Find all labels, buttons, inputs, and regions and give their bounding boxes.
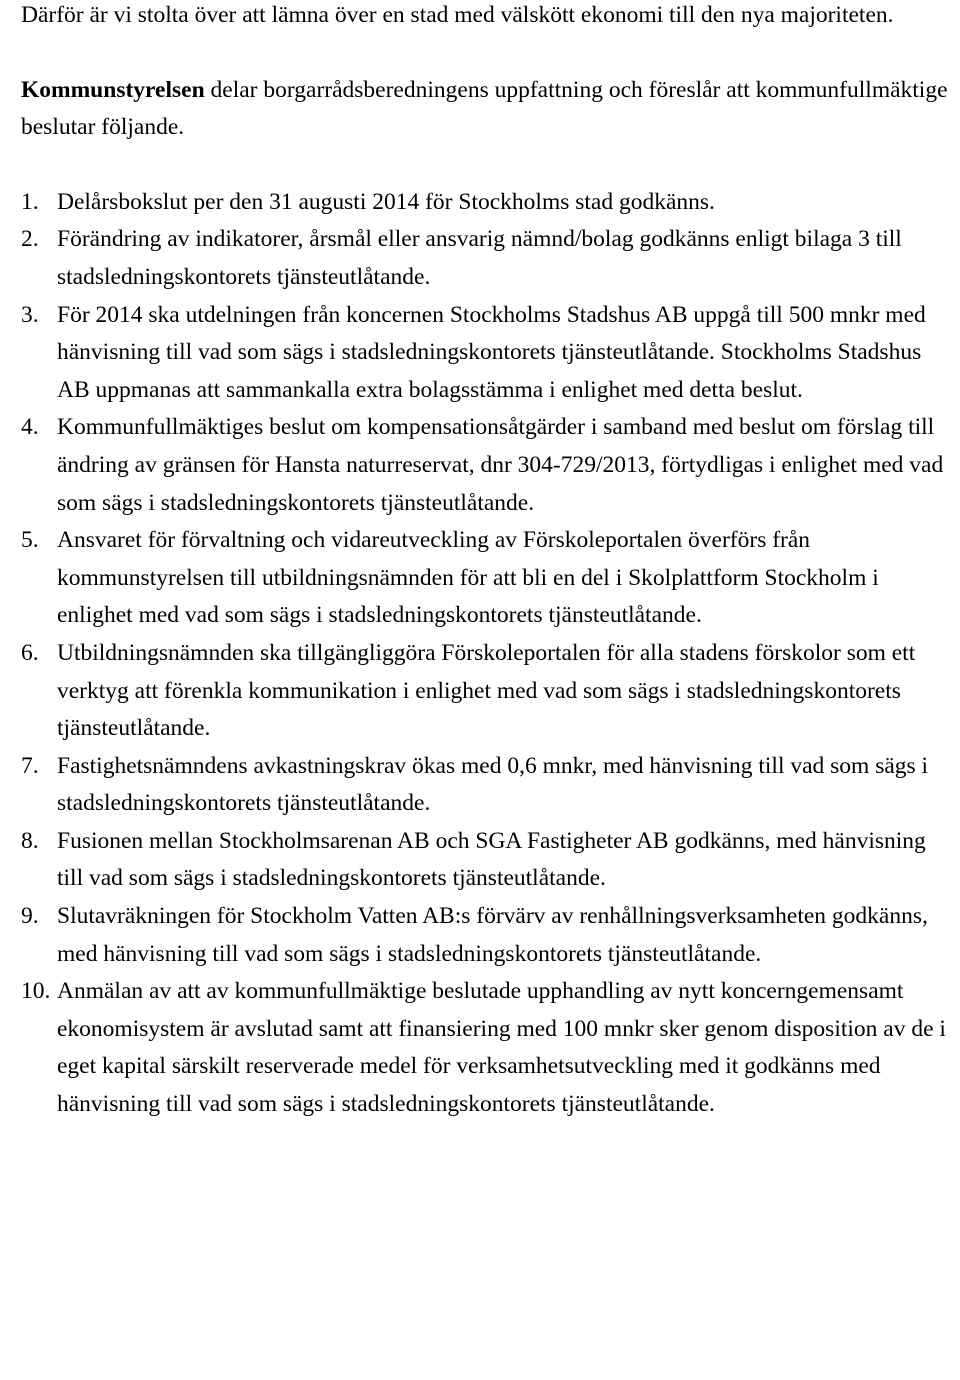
decision-item-10 (21, 973, 956, 1123)
decision-number: 7. (21, 752, 39, 779)
decision-text: Förändring av indikatorer, årsmål eller ansvarig nämnd/bolag godkänns enligt bilaga 3 till stadsledningskontorets tjänsteutlåtande. (57, 226, 902, 290)
kommunstyrelsen-text: delar borgarrådsberedningens uppfattning och föreslår att kommunfullmäktige beslutar följande. (21, 76, 948, 141)
decision-text: För 2014 ska utdelningen från koncernen Stockholms Stadshus AB uppgå till 500 mnkr med hänvisning till vad som sägs i stadsledningskontorets tjänsteutlåtande. Stockholms Stadshus AB uppmanas att sammankalla extra bolagsstämma i enlighet med detta beslut. (57, 301, 926, 403)
decision-number: 1. (21, 188, 39, 215)
decision-text: Utbildningsnämnden ska tillgängliggöra Förskoleportalen för alla stadens förskolor som ett verktyg att förenkla kommunikation i enlighet med vad som sägs i stadsledningskontorets tjänsteutlåtande. (57, 639, 916, 742)
decision-text: Fusionen mellan Stockholmsarenan AB och SGA Fastigheter AB godkänns, med hänvisning till vad som sägs i stadsledningskontorets tjänsteutlåtande. (57, 827, 926, 892)
decision-text: Ansvaret för förvaltning och vidareutveckling av Förskoleportalen överförs från kommunstyrelsen till utbildningsnämnden för att bli en del i Skolplattform Stockholm i enlighet med vad som sägs i stadsledningskontorets tjänsteutlåtande. (57, 527, 879, 629)
decision-list (21, 184, 956, 1124)
decision-number: 6. (21, 639, 39, 666)
decision-text: Anmälan av att av kommunfullmäktige beslutade upphandling av nytt koncerngemensamt ekonomisystem är avslutad samt att finansiering med 100 mnkr sker genom disposition av de i eget kapital särskilt reserverade medel för verksamhetsutveckling med it godkänns med hänvisning till vad som sägs i stadsledningskontorets tjänsteutlåtande. (57, 978, 946, 1118)
decision-item-6 (21, 635, 956, 748)
kommunstyrelsen-bold-lead: Kommunstyrelsen (21, 76, 205, 103)
decision-text: Fastighetsnämndens avkastningskrav ökas med 0,6 mnkr, med hänvisning till vad som sägs i stadsledningskontorets tjänsteutlåtande. (57, 752, 929, 817)
decision-number: 2. (21, 226, 39, 253)
decision-number: 10. (21, 978, 51, 1005)
decision-text: Slutavräkningen för Stockholm Vatten AB:s förvärv av renhållningsverksamheten godkänns, med hänvisning till vad som sägs i stadsledningskontorets tjänsteutlåtande. (57, 903, 928, 967)
decision-item-1 (21, 184, 956, 222)
decision-item-3 (21, 297, 956, 410)
decision-item-9 (21, 898, 956, 973)
decision-number: 9. (21, 903, 39, 930)
decision-number: 4. (21, 414, 39, 441)
decision-text: Delårsbokslut per den 31 augusti 2014 för Stockholms stad godkänns. (57, 188, 715, 215)
decision-item-5 (21, 522, 956, 635)
decision-item-2 (21, 221, 956, 296)
decision-item-4 (21, 409, 956, 522)
closing-paragraph: Därför är vi stolta över att lämna över en stad med välskött ekonomi till den nya majoriteten. (21, 2, 894, 28)
decision-number: 5. (21, 527, 39, 554)
decision-number: 8. (21, 827, 39, 854)
decision-item-7 (21, 748, 956, 823)
decision-number: 3. (21, 301, 39, 328)
decision-text: Kommunfullmäktiges beslut om kompensationsåtgärder i samband med beslut om förslag till ändring av gränsen för Hansta naturreservat, dnr 304-729/2013, förtydligas i enlighet med vad som sägs i stadsledningskontorets tjänsteutlåtande. (57, 414, 944, 516)
decision-item-8 (21, 823, 956, 898)
kommunstyrelsen-paragraph (21, 72, 956, 147)
